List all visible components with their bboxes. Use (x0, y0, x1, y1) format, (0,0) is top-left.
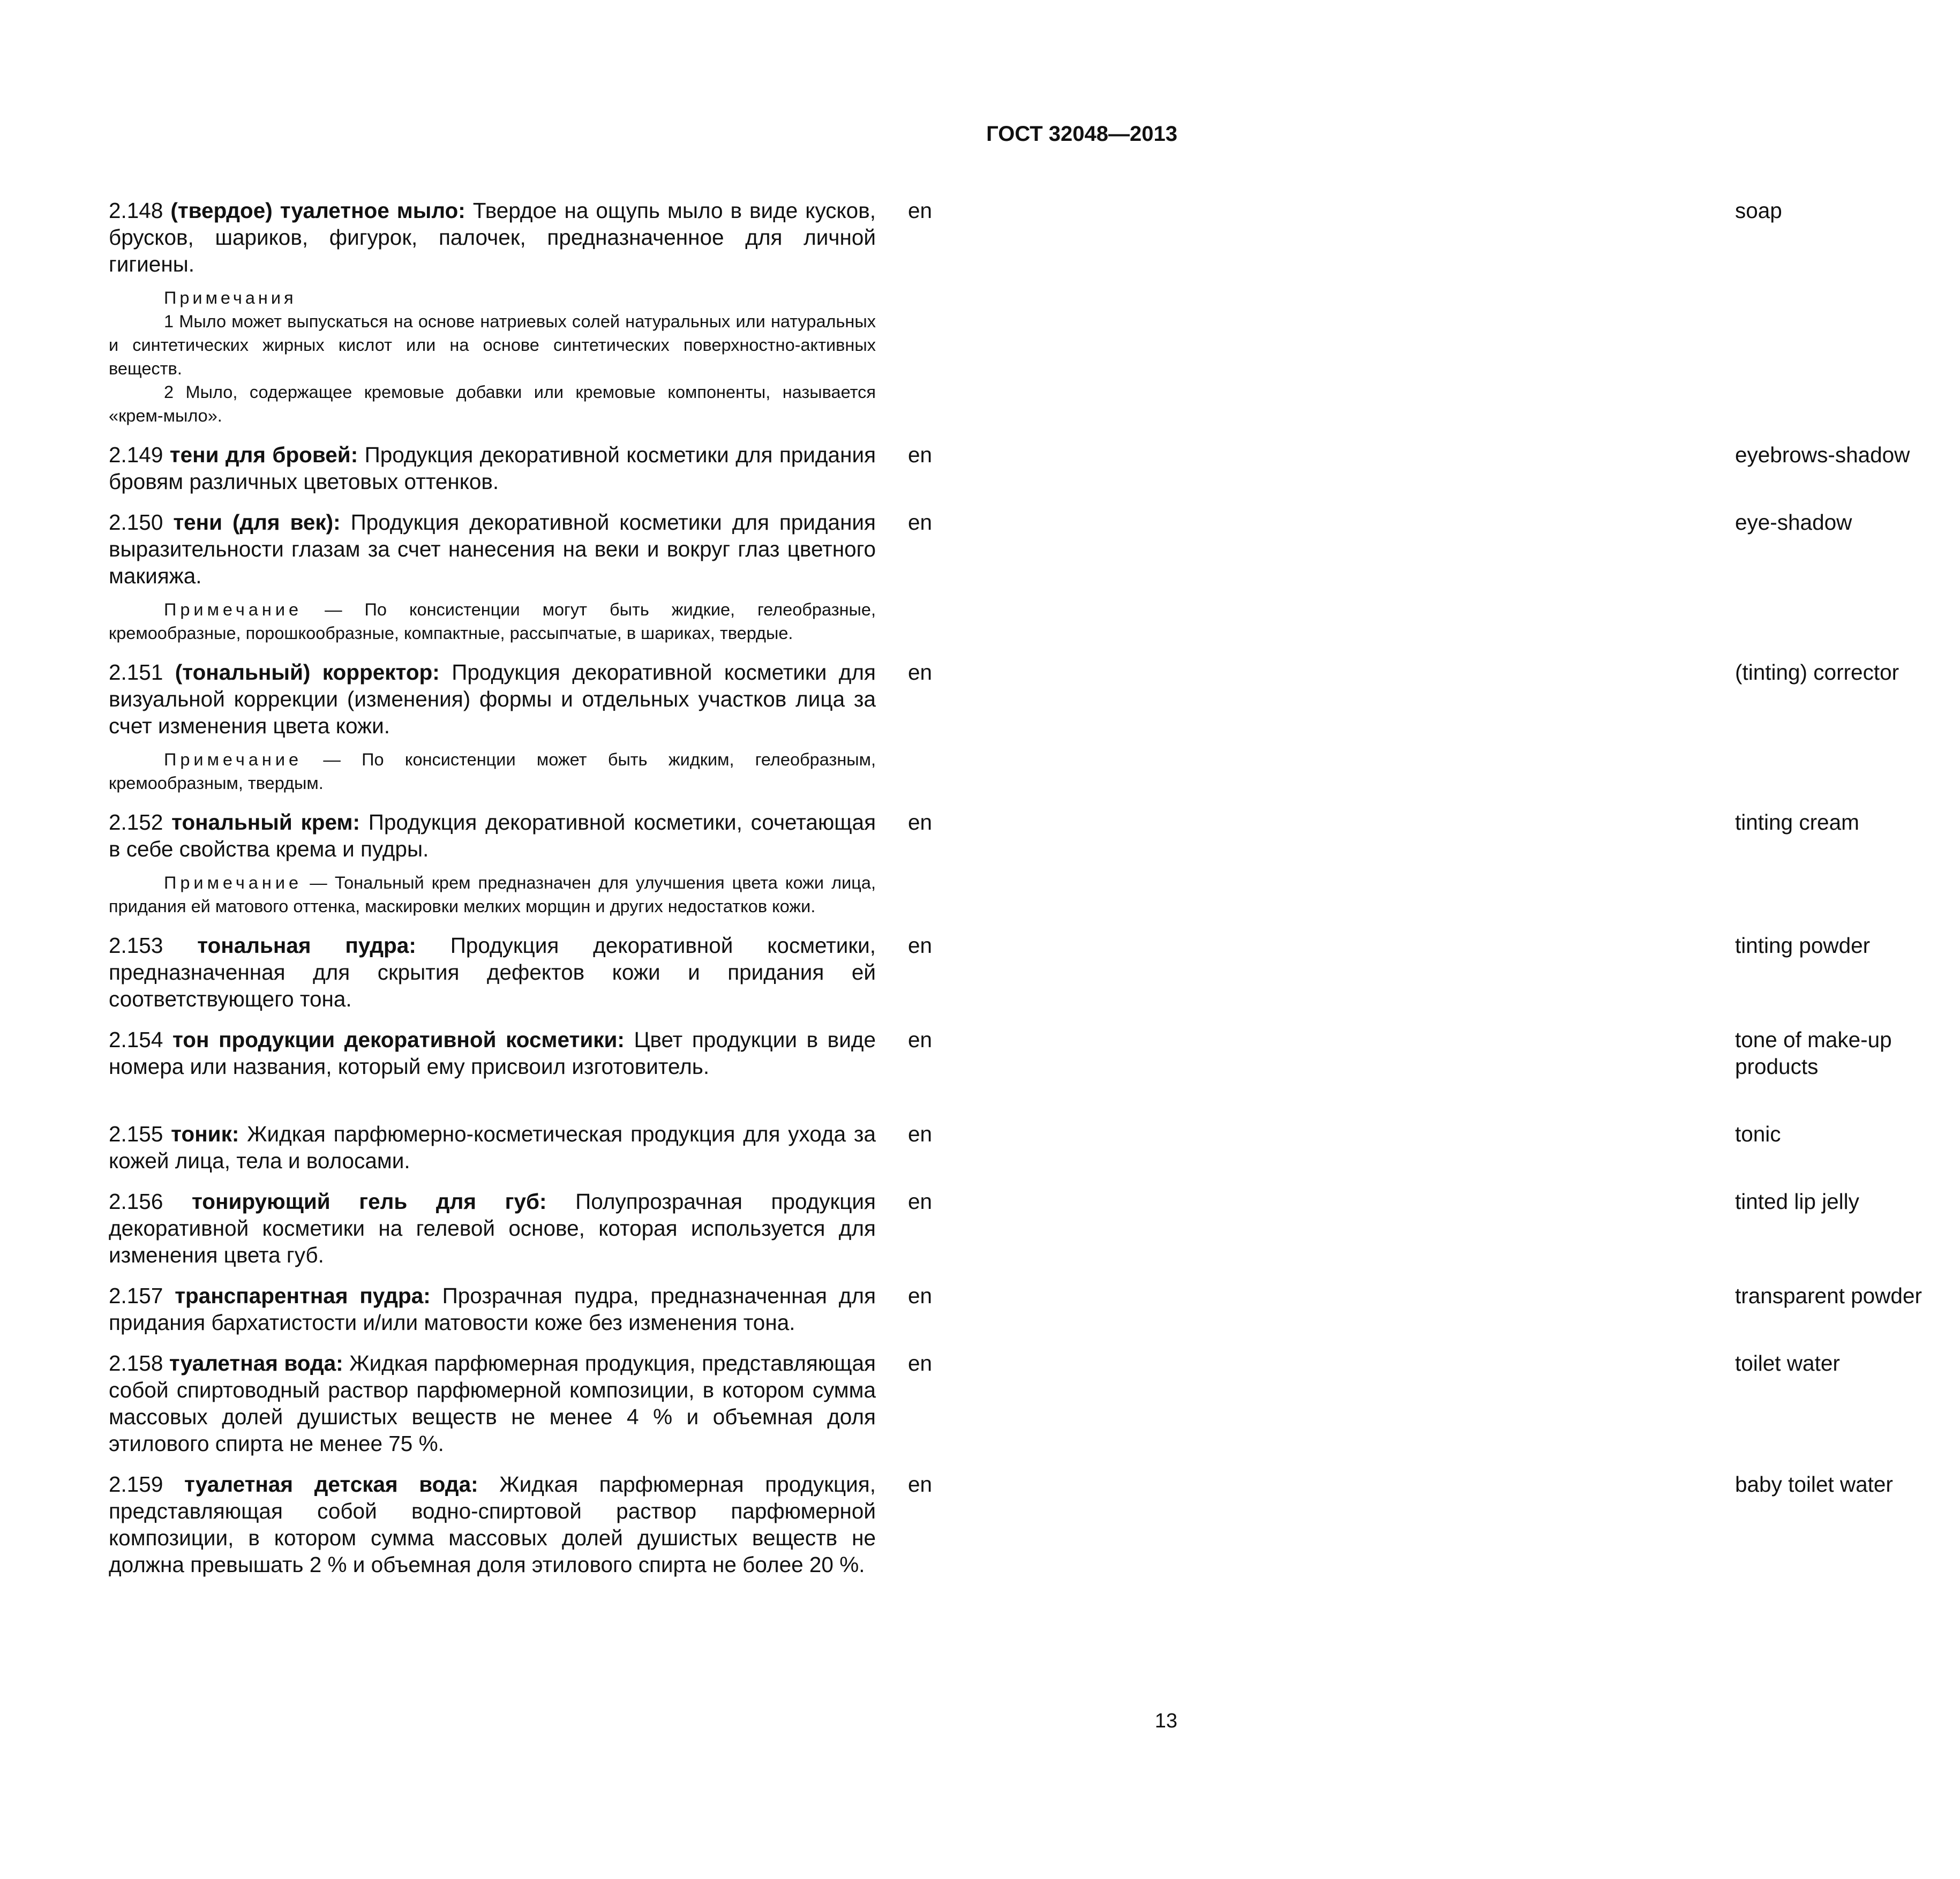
term-name: (тональный) корректор: (175, 660, 440, 685)
term-name: тон продукции декоративной косметики: (172, 1027, 625, 1052)
term-entry (109, 932, 1871, 1012)
term-definition: Прозрачная пудра, предназначенная для придания бархатистости и/или матовости коже без изменения тона. (109, 1283, 876, 1335)
note-label: Примечание (164, 750, 303, 769)
term-entry (109, 659, 1899, 795)
term-name: туалетная детская вода: (184, 1472, 478, 1497)
term-definition: Продукция декоративной косметики для визуальной коррекции (изменения) формы и отдельных участков лица за счет изменения цвета кожи. (109, 660, 876, 738)
note (109, 598, 876, 645)
term-entry (109, 197, 1782, 427)
term-entry (109, 1350, 1840, 1457)
term-name: тени для бровей: (169, 442, 358, 467)
english-equivalent: (tinting) corrector (1735, 660, 1899, 685)
term-definition-block (109, 1121, 876, 1174)
english-equivalent: tinted lip jelly (1735, 1189, 1859, 1214)
term-name: тональный крем: (171, 810, 360, 835)
note-text: — По консистенции может быть жидким, гелеобразным, кремообразным, твердым. (109, 750, 876, 793)
page-number: 13 (1154, 1710, 1177, 1732)
notes-heading: Примечания (164, 288, 297, 307)
note-label: Примечание (164, 600, 303, 619)
note-text: — Тональный крем предназначен для улучшения цвета кожи лица, придания ей матового оттенка, маскировки мелких морщин и других недостатков кожи. (109, 873, 876, 916)
language-code: en (908, 810, 933, 835)
language-code: en (908, 510, 933, 535)
term-entry (109, 1471, 1893, 1578)
document-code: ГОСТ 32048—2013 (986, 122, 1177, 146)
term-definition-block (109, 1026, 876, 1080)
term-entry (109, 1121, 1781, 1174)
term-entry (109, 509, 1852, 645)
term-definition-block (109, 932, 876, 1012)
term-definition-block (109, 1188, 876, 1268)
term-definition: Жидкая парфюмерная продукция, представляющая собой водно-спиртовой раствор парфюмерной композиции, в котором сумма массовых долей душистых веществ не должна превышать 2 % и объемная доля этилового спирта не более 20 %. (109, 1472, 876, 1577)
term-name: тоник: (171, 1122, 239, 1146)
term-definition-block (109, 659, 876, 739)
term-definition: Продукция декоративной косметики для придания бровям различных цветовых оттенков. (109, 442, 876, 494)
english-equivalent: tinting powder (1735, 933, 1871, 958)
term-number: 2.152 (109, 810, 163, 835)
term-definition-block (109, 1471, 876, 1578)
term-list (109, 197, 1922, 1578)
english-equivalent: tonic (1735, 1122, 1781, 1146)
notes (109, 286, 876, 427)
note (109, 748, 876, 795)
term-number: 2.150 (109, 510, 163, 535)
term-number: 2.148 (109, 198, 163, 223)
term-definition: Жидкая парфюмерная продукция, представляющая собой спиртоводный раствор парфюмерной композиции, в котором сумма массовых долей душистых веществ не менее 4 % и объемная доля этилового спирта не менее 75 %. (109, 1351, 876, 1456)
term-definition-block (109, 1350, 876, 1457)
term-entry (109, 809, 1859, 918)
term-name: тональная пудра: (197, 933, 416, 958)
term-definition: Полупрозрачная продукция декоративной косметики на гелевой основе, которая используется для изменения цвета губ. (109, 1189, 876, 1267)
language-code: en (908, 442, 933, 467)
english-equivalent: tinting cream (1735, 810, 1859, 835)
language-code: en (908, 1122, 933, 1146)
term-entry (109, 1282, 1922, 1336)
term-entry (109, 1188, 1859, 1268)
term-number: 2.157 (109, 1283, 163, 1308)
english-equivalent: eyebrows-shadow (1735, 442, 1910, 467)
term-entry (109, 1026, 1892, 1080)
term-number: 2.149 (109, 442, 163, 467)
english-equivalent: baby toilet water (1735, 1472, 1893, 1497)
term-definition-block (109, 1282, 876, 1336)
term-number: 2.159 (109, 1472, 163, 1497)
term-definition-block (109, 197, 876, 277)
language-code: en (908, 1472, 933, 1497)
english-equivalent: tone of make-up products (1735, 1027, 1892, 1079)
term-name: транспарентная пудра: (175, 1283, 431, 1308)
term-number: 2.151 (109, 660, 163, 685)
note-label: Примечание (164, 873, 303, 892)
term-definition-block (109, 441, 876, 495)
term-definition: Жидкая парфюмерно-косметическая продукция для ухода за кожей лица, тела и волосами. (109, 1122, 876, 1173)
language-code: en (908, 660, 933, 685)
term-number: 2.156 (109, 1189, 163, 1214)
term-name: (твердое) туалетное мыло: (170, 198, 465, 223)
language-code: en (908, 198, 933, 223)
term-definition-block (109, 509, 876, 589)
note-item: 1 Мыло может выпускаться на основе натриевых солей натуральных или натуральных и синтетических жирных кислот или на основе синтетических поверхностно-активных веществ. (109, 312, 876, 378)
language-code: en (908, 933, 933, 958)
term-name: тени (для век): (173, 510, 341, 535)
english-equivalent: soap (1735, 198, 1782, 223)
english-equivalent: eye-shadow (1735, 510, 1852, 535)
term-number: 2.158 (109, 1351, 163, 1376)
note-item: 2 Мыло, содержащее кремовые добавки или кремовые компоненты, называется «крем-мыло». (109, 382, 876, 425)
note-text: — По консистенции могут быть жидкие, гелеобразные, кремообразные, порошкообразные, компактные, рассыпчатые, в шариках, твердые. (109, 600, 876, 643)
term-definition: Цвет продукции в виде номера или названия, который ему присвоил изготовитель. (109, 1027, 876, 1079)
english-equivalent: transparent powder (1735, 1283, 1922, 1308)
english-equivalent: toilet water (1735, 1351, 1840, 1376)
language-code: en (908, 1351, 933, 1376)
term-entry (109, 441, 1910, 495)
term-definition-block (109, 809, 876, 862)
term-definition: Продукция декоративной косметики, предназначенная для скрытия дефектов кожи и придания ей соответствующего тона. (109, 933, 876, 1011)
language-code: en (908, 1189, 933, 1214)
language-code: en (908, 1027, 933, 1052)
term-name: туалетная вода: (169, 1351, 343, 1376)
note (109, 871, 876, 918)
term-name: тонирующий гель для губ: (191, 1189, 547, 1214)
term-number: 2.154 (109, 1027, 163, 1052)
term-number: 2.153 (109, 933, 163, 958)
term-number: 2.155 (109, 1122, 163, 1146)
term-definition: Твердое на ощупь мыло в виде кусков, брусков, шариков, фигурок, палочек, предназначенное для личной гигиены. (109, 198, 876, 276)
language-code: en (908, 1283, 933, 1308)
term-definition: Продукция декоративной косметики для придания выразительности глазам за счет нанесения на веки и вокруг глаз цветного макияжа. (109, 510, 876, 588)
term-definition: Продукция декоративной косметики, сочетающая в себе свойства крема и пудры. (109, 810, 876, 861)
